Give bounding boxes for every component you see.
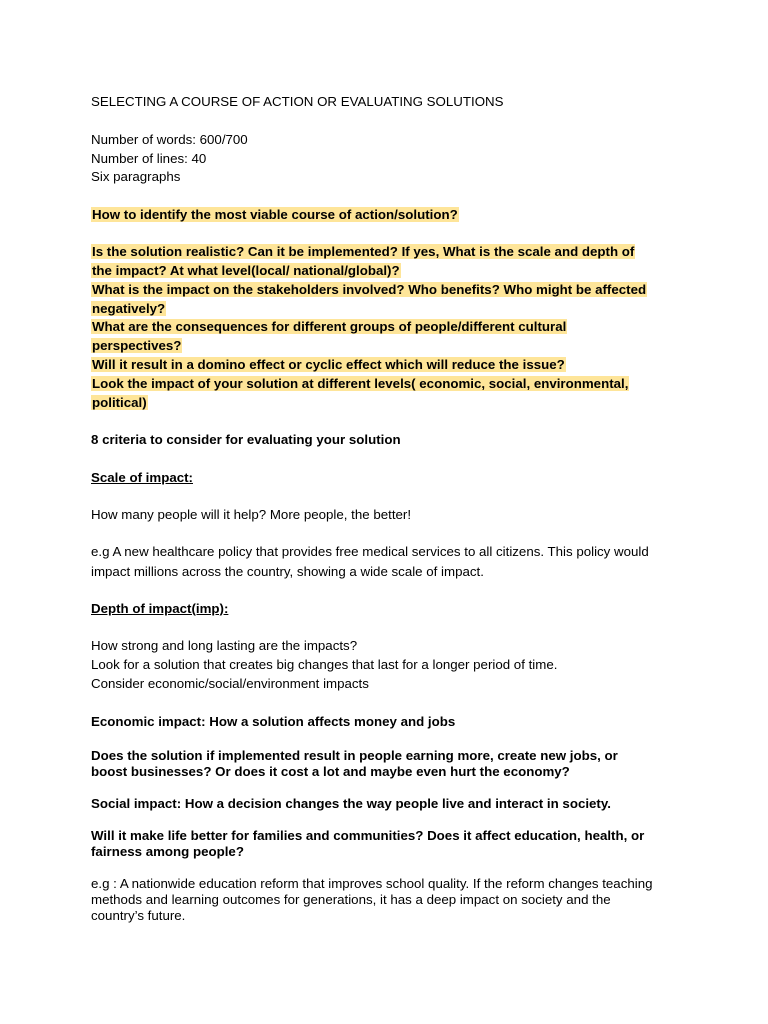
highlight-span: the impact? At what level(local/ national/global)? (92, 263, 400, 278)
highlight-span: Look the impact of your solution at different levels( economic, social, environmental, (92, 376, 629, 391)
scale-example-line-1: e.g A new healthcare policy that provides free medical services to all citizens. This policy would (91, 544, 649, 559)
scale-text: How many people will it help? More people, the better! (91, 507, 412, 522)
social-heading: Social impact: How a decision changes the way people live and interact in society. (91, 796, 611, 811)
highlight-span: Is the solution realistic? Can it be implemented? If yes, What is the scale and depth of (92, 244, 635, 259)
line-count: Number of lines: 40 (91, 151, 207, 166)
social-question-line-1: Will it make life better for families and communities? Does it affect education, health, or (91, 828, 645, 843)
depth-line-3: Consider economic/social/environment impacts (91, 676, 369, 691)
depth-heading: Depth of impact(imp): (91, 601, 229, 616)
highlight-span: How to identify the most viable course of action/solution? (92, 207, 458, 222)
scale-heading: Scale of impact: (91, 470, 193, 485)
highlighted-question-4b (91, 337, 182, 354)
economic-question-line-2: boost businesses? Or does it cost a lot and maybe even hurt the economy? (91, 764, 570, 779)
paragraph-count: Six paragraphs (91, 169, 181, 184)
highlighted-question-2b (91, 262, 401, 279)
highlighted-question-3b (91, 300, 166, 317)
social-example-line-2: methods and learning outcomes for generations, it has a deep impact on society and the (91, 892, 611, 907)
highlight-span: What are the consequences for different groups of people/different cultural (92, 319, 567, 334)
highlight-span: negatively? (92, 301, 166, 316)
highlight-span: Will it result in a domino effect or cyclic effect which will reduce the issue? (92, 357, 565, 372)
highlighted-question-6a (91, 375, 629, 392)
highlighted-question-4a (91, 318, 567, 335)
highlight-span: What is the impact on the stakeholders involved? Who benefits? Who might be affected (92, 282, 647, 297)
depth-line-1: How strong and long lasting are the impacts? (91, 638, 358, 653)
social-example-line-3: country’s future. (91, 908, 186, 923)
economic-question-line-1: Does the solution if implemented result in people earning more, create new jobs, or (91, 748, 618, 763)
social-example-line-1: e.g : A nationwide education reform that improves school quality. If the reform changes teaching (91, 876, 653, 891)
highlighted-question-6b (91, 394, 148, 411)
economic-heading: Economic impact: How a solution affects money and jobs (91, 714, 456, 729)
highlighted-question-1 (91, 206, 459, 223)
highlighted-question-5 (91, 356, 566, 373)
page-title: SELECTING A COURSE OF ACTION OR EVALUATING SOLUTIONS (91, 94, 504, 109)
highlighted-question-3a (91, 281, 647, 298)
criteria-heading: 8 criteria to consider for evaluating your solution (91, 432, 401, 447)
scale-example-line-2: impact millions across the country, showing a wide scale of impact. (91, 564, 484, 579)
depth-line-2: Look for a solution that creates big changes that last for a longer period of time. (91, 657, 558, 672)
social-question-line-2: fairness among people? (91, 844, 244, 859)
highlight-span: perspectives? (92, 338, 182, 353)
word-count: Number of words: 600/700 (91, 132, 248, 147)
highlight-span: political) (92, 395, 147, 410)
highlighted-question-2a (91, 243, 635, 260)
